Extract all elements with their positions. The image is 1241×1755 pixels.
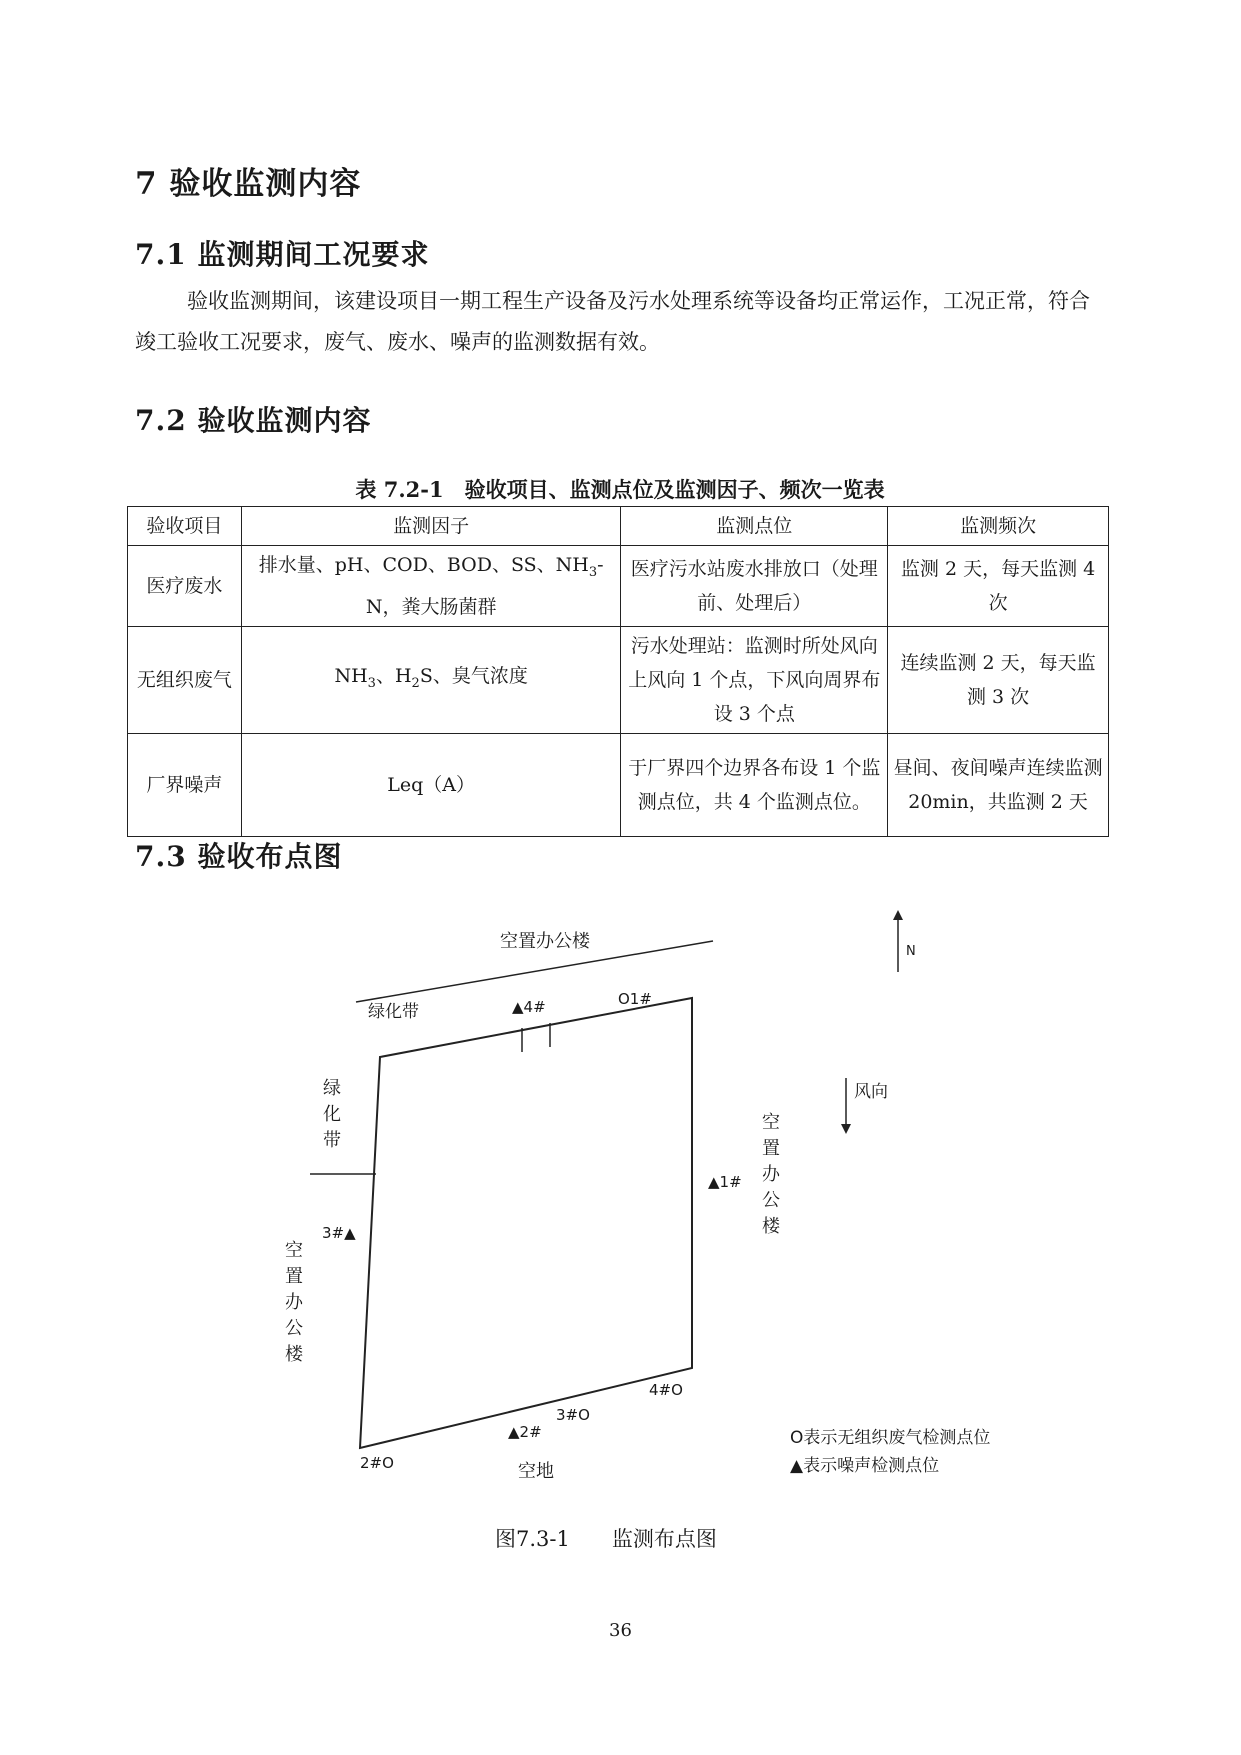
gas-point-1: O1# (618, 990, 652, 1008)
label-green-top: 绿化带 (368, 1002, 419, 1022)
factor-text: 、H (375, 664, 412, 687)
section-7-1-heading: 7.1 监测期间工况要求 (135, 238, 430, 271)
site-boundary (360, 998, 692, 1448)
header-item: 验收项目 (128, 507, 242, 546)
factor-text: NH (334, 664, 368, 687)
cell-freq: 连续监测 2 天，每天监测 3 次 (888, 626, 1109, 733)
label-wind: 风向 (854, 1082, 888, 1102)
monitoring-table (127, 506, 1109, 837)
cell-item: 厂界噪声 (128, 733, 242, 836)
table-row (128, 626, 1109, 733)
cell-point: 于厂界四个边界各布设 1 个监测点位，共 4 个监测点位。 (621, 733, 888, 836)
cell-freq: 昼间、夜间噪声连续监测 20min，共监测 2 天 (888, 733, 1109, 836)
gas-point-4: 4#O (649, 1381, 683, 1399)
cell-factor (241, 546, 621, 627)
factor-sub: 3 (367, 675, 376, 691)
table-row (128, 546, 1109, 627)
section-7-2-heading: 7.2 验收监测内容 (135, 404, 372, 437)
legend-gas: O表示无组织废气检测点位 (790, 1428, 991, 1448)
cell-freq: 监测 2 天，每天监测 4 次 (888, 546, 1109, 627)
monitoring-layout-diagram (0, 890, 1241, 1510)
label-left-building (285, 1240, 304, 1365)
label-top-building: 空置办公楼 (500, 931, 590, 952)
gas-point-3: 3#O (556, 1406, 590, 1424)
cell-point: 污水处理站：监测时所处风向上风向 1 个点，下风向周界布设 3 个点 (621, 626, 888, 733)
factor-text: -N，粪大肠菌群 (365, 554, 604, 618)
cell-item: 无组织废气 (128, 626, 242, 733)
label-green-left (323, 1078, 341, 1151)
section-7-heading: 7 验收监测内容 (135, 166, 362, 202)
section-7-3-heading: 7.3 验收布点图 (135, 840, 343, 873)
header-freq: 监测频次 (888, 507, 1109, 546)
header-point: 监测点位 (621, 507, 888, 546)
vertical-text: 空置办公楼 (285, 1240, 303, 1365)
table-row (128, 733, 1109, 836)
noise-point-1: ▲1# (708, 1173, 742, 1191)
gas-point-2: 2#O (360, 1454, 394, 1472)
factor-sub: 3 (588, 564, 598, 580)
label-bottom: 空地 (518, 1461, 554, 1482)
factor-text: S、臭气浓度 (419, 664, 528, 687)
page-number: 36 (609, 1620, 632, 1641)
wind-arrow-head-icon (841, 1124, 851, 1134)
cell-factor: Leq（A） (241, 733, 621, 836)
label-right-building (762, 1112, 781, 1237)
noise-point-3: 3#▲ (322, 1224, 356, 1242)
noise-point-2: ▲2# (508, 1423, 542, 1441)
noise-point-4: ▲4# (512, 998, 546, 1016)
figure-caption: 图7.3-1 监测布点图 (495, 1527, 717, 1551)
cell-point: 医疗污水站废水排放口（处理前、处理后） (621, 546, 888, 627)
cell-factor (241, 626, 621, 733)
cell-item: 医疗废水 (128, 546, 242, 627)
header-factor: 监测因子 (241, 507, 621, 546)
factor-text: 排水量、pH、COD、BOD、SS、NH (258, 554, 589, 576)
vertical-text: 绿化带 (323, 1078, 341, 1151)
paragraph-7-1: 验收监测期间，该建设项目一期工程生产设备及污水处理系统等设备均正常运作，工况正常，符合竣工验收工况要求，废气、废水、噪声的监测数据有效。 (135, 289, 1090, 354)
table-caption: 表 7.2-1 验收项目、监测点位及监测因子、频次一览表 (355, 477, 885, 502)
north-arrow-head-icon (893, 910, 903, 920)
vertical-text: 空置办公楼 (762, 1112, 780, 1237)
label-north: N (906, 944, 916, 959)
legend-noise: ▲表示噪声检测点位 (790, 1456, 940, 1476)
table-header-row (128, 507, 1109, 546)
factor-sub: 2 (411, 675, 420, 691)
